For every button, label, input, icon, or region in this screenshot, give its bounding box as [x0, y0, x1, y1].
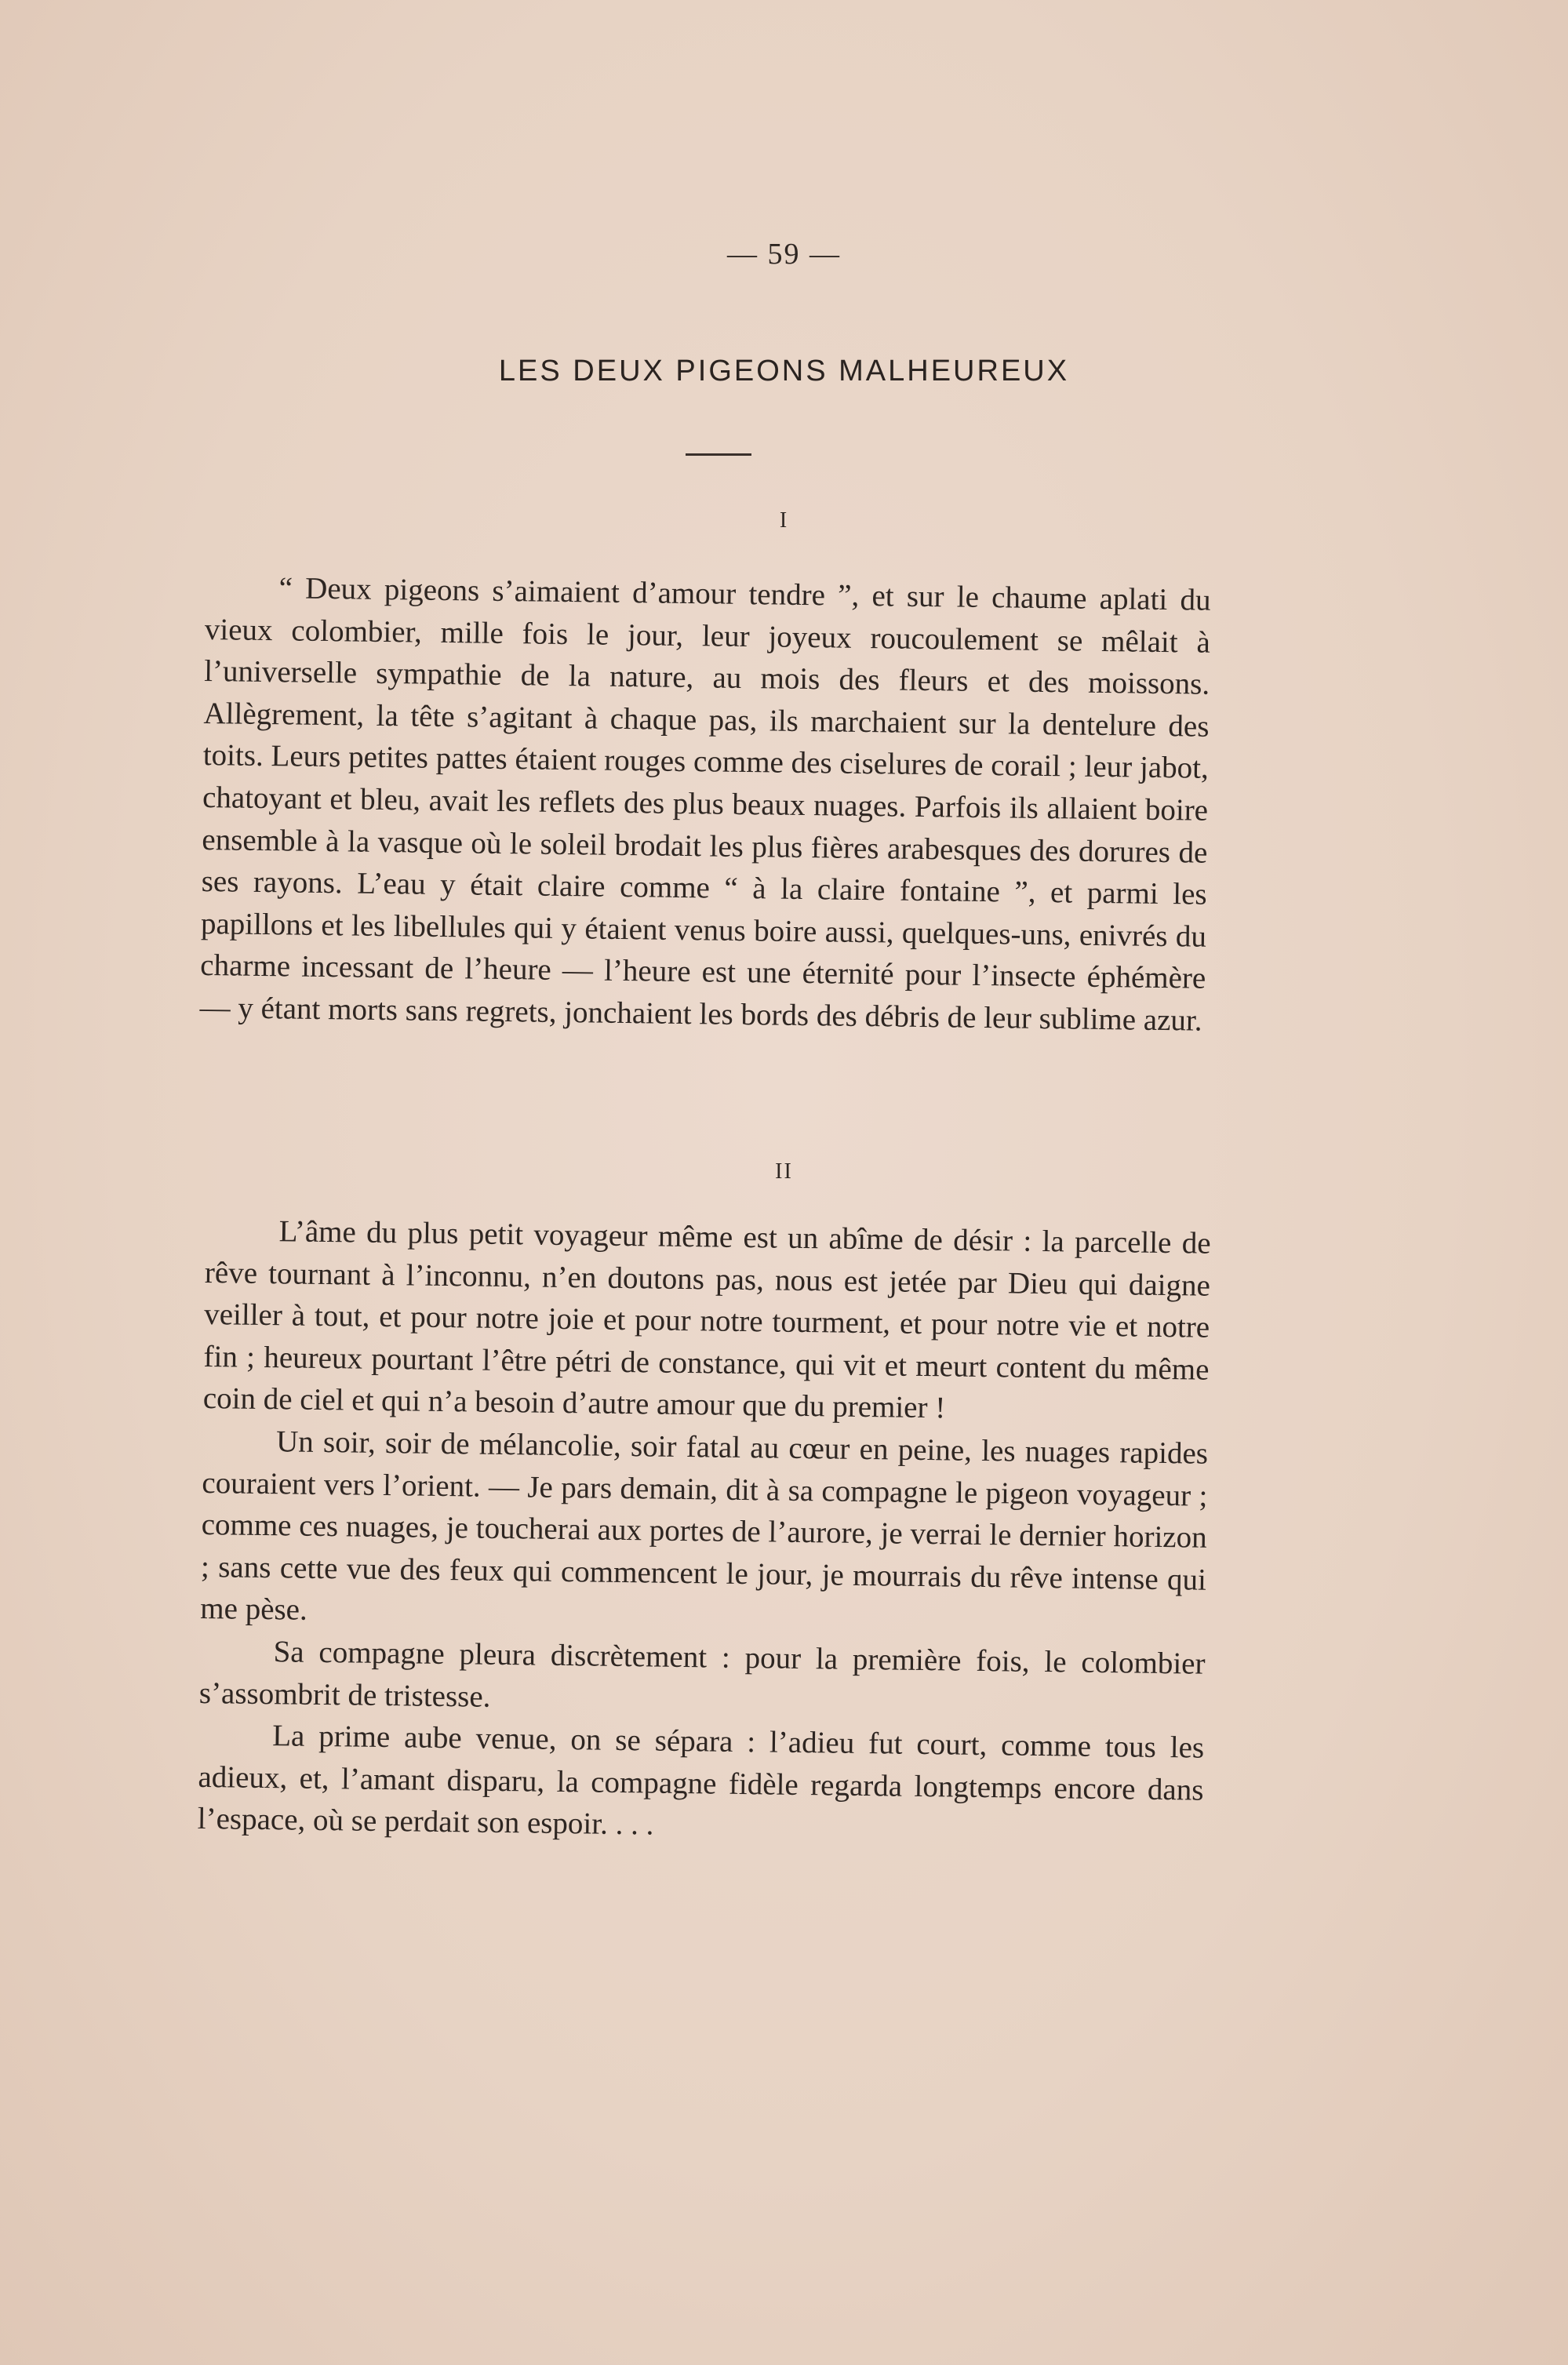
paragraph: Un soir, soir de mélancolie, soir fatal au cœur en peine, les nuages rapides couraient vers l’orient. — Je pars demain, dit à sa compagne le pigeon voyageur ; comme ces nuages, je toucherai aux portes de l’aurore, je verrai le dernier horizon ; sans cette vue des feux qui commencent le jour, je mourrais du rêve intense qui me pèse.	[200, 1424, 1209, 1628]
title-divider	[686, 453, 751, 456]
chapter-title: LES DEUX PIGEONS MALHEUREUX	[498, 355, 1070, 387]
page-number: — 59 —	[727, 238, 841, 271]
section-number-1: I	[779, 508, 789, 533]
section-number-2: II	[775, 1159, 793, 1184]
paragraph: L’âme du plus petit voyageur même est un abîme de désir : la parcelle de rêve tournant à l’inconnu, n’en doutons pas, nous est jetée par Dieu qui daigne veiller à tout, et pour notre joie et pour notre tourment, et pour notre vie et notre fin ; heureux pourtant l’être pétri de constance, qui vit et meurt content du même coin de ciel et qui n’a besoin d’autre amour que du premier !	[202, 1214, 1211, 1425]
section-1-body	[199, 566, 1211, 1042]
paragraph: Sa compagne pleura discrètement : pour la première fois, le colombier s’assombrit de tristesse.	[198, 1635, 1206, 1714]
paragraph: “ Deux pigeons s’aimaient d’amour tendre ”, et sur le chaume aplati du vieux colombier, mille fois le jour, leur joyeux roucoulement se mêlait à l’universelle sympathie de la nature, au mois des fleurs et des moissons. Allègrement, la tête s’agitant à chaque pas, ils marchaient sur la dentelure des toits. Leurs petites pattes étaient rouges comme des ciselures de corail ; leur jabot, chatoyant et bleu, avait les reflets des plus beaux nuages. Parfois ils allaient boire ensemble à la vasque où le soleil brodait les plus fières arabesques des dorures de ses rayons. L’eau y était claire comme “ à la claire fontaine ”, et parmi les papillons et les libellules qui y étaient venus boire aussi, quelques-uns, enivrés du charme incessant de l’heure — l’heure est une éternité pour l’insecte éphémère — y étant morts sans regrets, jonchaient les bords des débris de leur sublime azur.	[199, 571, 1211, 1038]
paragraph: La prime aube venue, on se sépara : l’adieu fut court, comme tous les adieux, et, l’amant disparu, la compagne fidèle regarda longtemps encore dans l’espace, où se perdait son espoir. . . .	[197, 1719, 1205, 1842]
section-2-body	[197, 1210, 1210, 1854]
